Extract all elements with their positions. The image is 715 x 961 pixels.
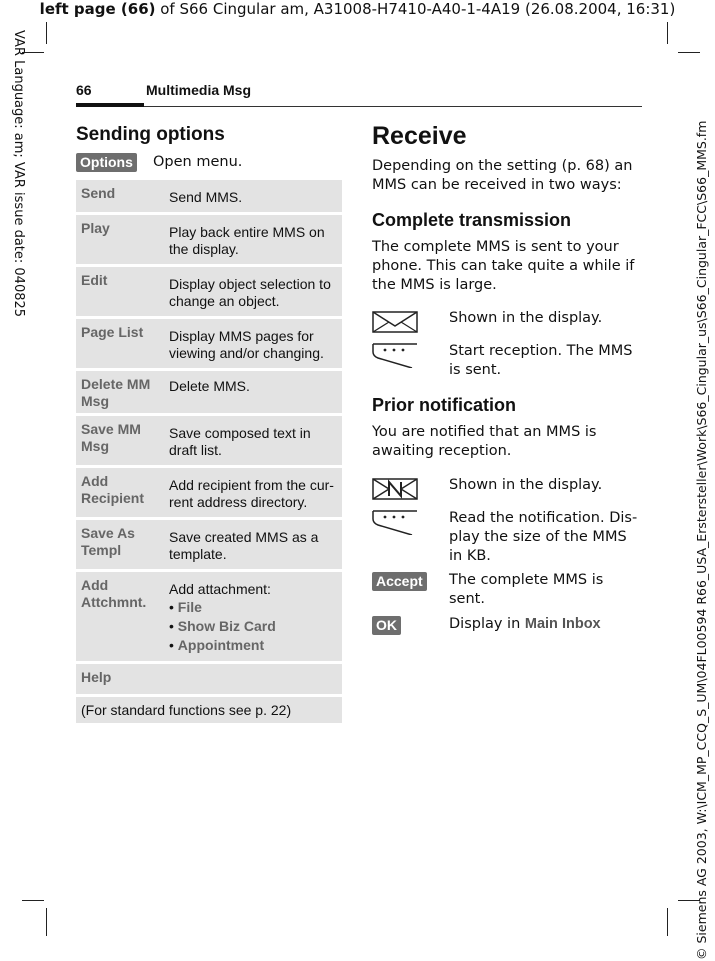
receive-intro: Depending on the setting (p. 68) an MMS can be received in two ways: bbox=[372, 158, 633, 193]
menu-desc-add-attachment: Add attachment: • File • Show Biz Card • Appointment bbox=[169, 578, 336, 655]
crop-mark-br-v bbox=[667, 908, 668, 936]
prior-icon-2-text: Read the notification. Dis-play the size of the MMS in KB. bbox=[449, 510, 638, 564]
header-rule-accent bbox=[76, 103, 144, 107]
menu-key-save-msg: Save MM Msg bbox=[81, 421, 141, 454]
ok-text bbox=[449, 615, 642, 634]
menu-row-delete bbox=[76, 371, 342, 413]
ok-row bbox=[372, 615, 642, 634]
attachment-file: File bbox=[177, 599, 202, 615]
menu-desc-send: Send MMS. bbox=[169, 189, 243, 205]
menu-row-help bbox=[76, 664, 342, 694]
prior-notification-heading: Prior notification bbox=[372, 395, 516, 415]
menu-row-add-recipient bbox=[76, 468, 342, 517]
menu-desc-play: Play back entire MMS on the display. bbox=[169, 224, 325, 257]
menu-row-add-attachment bbox=[76, 572, 342, 661]
complete-icon-row-2 bbox=[372, 342, 642, 380]
complete-icon-2-text: Start reception. The MMS is sent. bbox=[449, 343, 633, 378]
chapter-title: Multimedia Msg bbox=[146, 82, 252, 98]
menu-row-play bbox=[76, 215, 342, 264]
accept-row bbox=[372, 571, 642, 609]
prior-icon-row-2 bbox=[372, 509, 642, 566]
complete-icon-1-text: Shown in the display. bbox=[449, 310, 603, 326]
dots-key-icon[interactable] bbox=[372, 342, 418, 368]
menu-key-add-attachment: Add Attchmnt. bbox=[81, 577, 147, 610]
print-header bbox=[0, 0, 715, 18]
envelope-icon bbox=[372, 309, 418, 335]
crop-mark-bl-h bbox=[22, 900, 44, 901]
menu-desc-save-msg: Save composed text in draft list. bbox=[169, 425, 311, 458]
complete-icon-row-1 bbox=[372, 309, 642, 328]
crop-mark-bl-v bbox=[46, 908, 47, 936]
prior-notification-text: You are notified that an MMS is awaiting reception. bbox=[372, 424, 597, 459]
menu-row-save-template bbox=[76, 520, 342, 569]
prior-icon-row-1 bbox=[372, 476, 642, 495]
attachment-intro: Add attachment: bbox=[169, 581, 271, 597]
attachment-biz-card: Show Biz Card bbox=[177, 618, 276, 634]
menu-key-add-recipient: Add Recipient bbox=[81, 473, 145, 506]
menu-desc-save-template: Save created MMS as a template. bbox=[169, 529, 319, 562]
complete-transmission-text: The complete MMS is sent to your phone. This can take quite a while if the MMS is large. bbox=[372, 239, 635, 293]
crop-mark-tr-h bbox=[678, 52, 700, 53]
menu-row-save-msg bbox=[76, 416, 342, 465]
prior-icon-1-text: Shown in the display. bbox=[449, 477, 603, 493]
notification-envelope-icon bbox=[372, 476, 418, 502]
running-head bbox=[76, 82, 642, 108]
options-text: Open menu. bbox=[153, 154, 243, 170]
side-info-right-text: © Siemens AG 2003, W:\ICM_MP_CCQ_S_UM\04FL00594 R66_USA_Erstersteller\Work\S66_Cingular_us\S66_Cingular_FCC\S66_MMS.fm bbox=[694, 120, 709, 960]
page-number: 66 bbox=[76, 82, 92, 98]
accept-softkey[interactable]: Accept bbox=[372, 572, 427, 591]
side-info-right bbox=[694, 110, 712, 960]
options-menu-table bbox=[76, 180, 342, 723]
standard-functions-note: (For standard functions see p. 22) bbox=[76, 697, 342, 723]
options-softkey[interactable]: Options bbox=[76, 153, 137, 172]
menu-row-send bbox=[76, 180, 342, 212]
menu-key-page-list: Page List bbox=[81, 324, 144, 340]
main-inbox-label: Main Inbox bbox=[524, 616, 601, 632]
menu-desc-add-recipient: Add recipient from the cur-rent address directory. bbox=[169, 477, 334, 510]
menu-key-delete: Delete MM Msg bbox=[81, 376, 151, 409]
menu-key-send: Send bbox=[81, 185, 116, 201]
menu-key-help: Help bbox=[81, 669, 112, 685]
side-info-left bbox=[12, 30, 28, 360]
menu-desc-delete: Delete MMS. bbox=[169, 378, 250, 394]
header-rule bbox=[76, 106, 642, 107]
crop-mark-tl-v bbox=[46, 22, 47, 44]
menu-key-save-template: Save As Templ bbox=[81, 525, 135, 558]
complete-transmission-heading: Complete transmission bbox=[372, 210, 572, 230]
ok-softkey[interactable]: OK bbox=[372, 616, 401, 635]
print-header-rest: of S66 Cingular am, A31008-H7410-A40-1-4A19 (26.08.2004, 16:31) bbox=[155, 0, 676, 18]
print-header-bold: left page (66) bbox=[39, 0, 156, 18]
menu-row-page-list bbox=[76, 319, 342, 368]
accept-text: The complete MMS is sent. bbox=[449, 572, 604, 607]
ok-text-prefix: Display in bbox=[449, 616, 525, 632]
side-info-left-text: VAR Language: am; VAR issue date: 040825 bbox=[11, 30, 26, 318]
menu-desc-page-list: Display MMS pages for viewing and/or changing. bbox=[169, 328, 324, 361]
menu-row-edit bbox=[76, 267, 342, 316]
receive-heading: Receive bbox=[372, 122, 467, 150]
menu-key-edit: Edit bbox=[81, 272, 108, 288]
attachment-appointment: Appointment bbox=[177, 637, 265, 653]
menu-key-play: Play bbox=[81, 220, 110, 236]
menu-desc-edit: Display object selection to change an object. bbox=[169, 276, 331, 309]
sending-options-heading: Sending options bbox=[76, 124, 225, 145]
dots-key-icon[interactable] bbox=[372, 509, 418, 535]
crop-mark-tr-v bbox=[667, 22, 668, 44]
